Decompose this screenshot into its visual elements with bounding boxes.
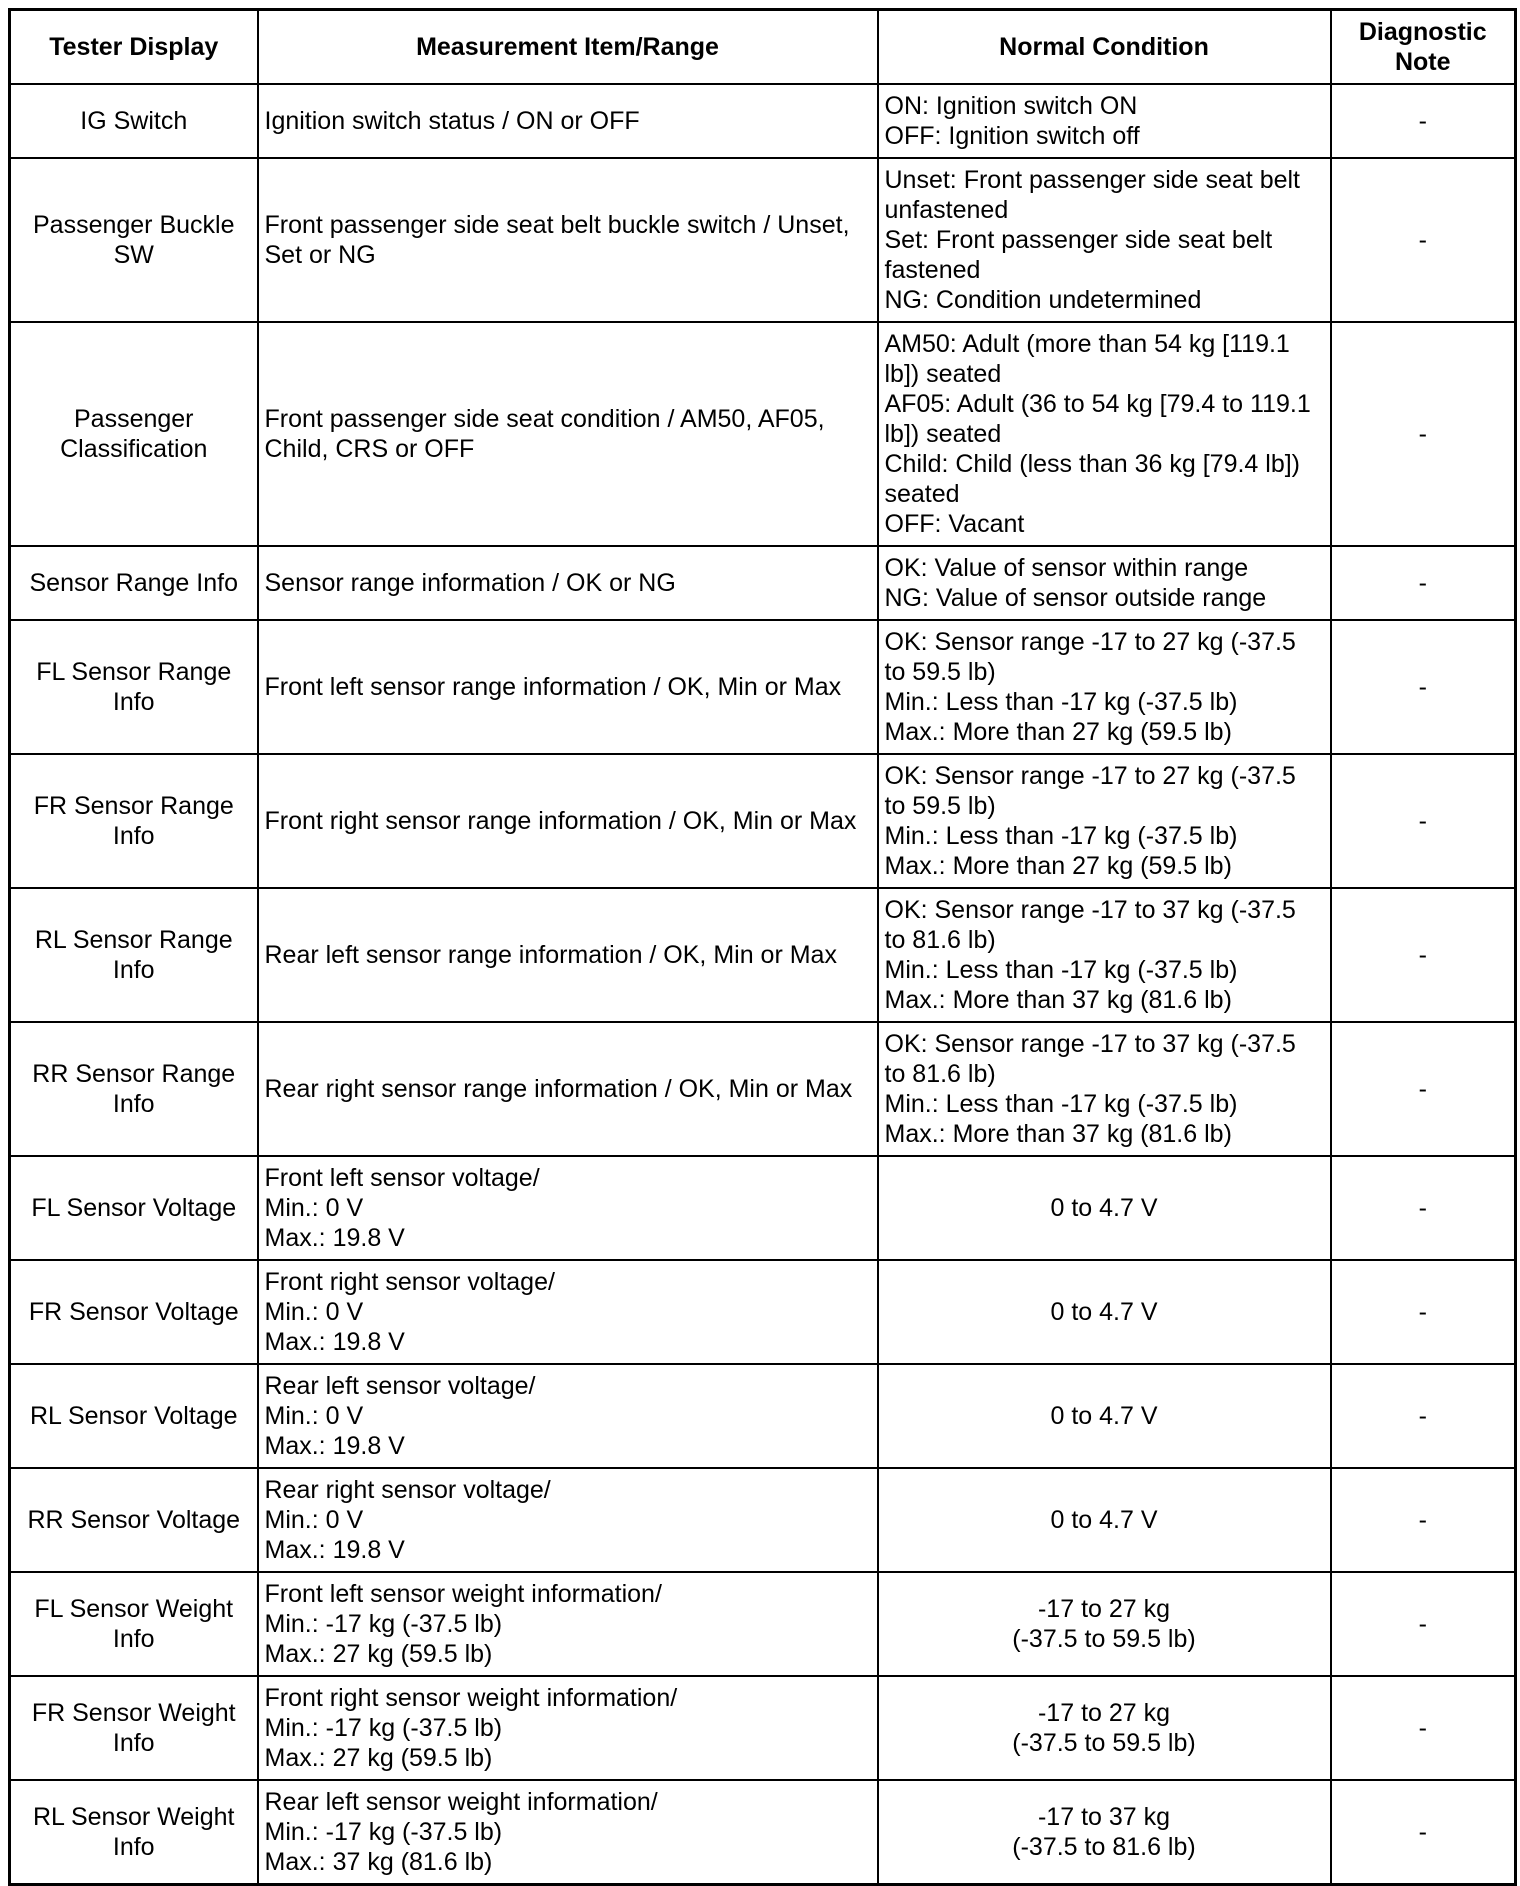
diagnostic-note-cell: - xyxy=(1331,1364,1516,1468)
table-row xyxy=(10,84,1516,158)
measurement-cell: Front left sensor weight information/ Min.: -17 kg (-37.5 lb) Max.: 27 kg (59.5 lb) xyxy=(258,1572,878,1676)
header-normal-condition: Normal Condition xyxy=(878,10,1331,85)
table-row xyxy=(10,1156,1516,1260)
measurement-cell: Front passenger side seat belt buckle switch / Unset, Set or NG xyxy=(258,158,878,322)
table-row xyxy=(10,1364,1516,1468)
table-row xyxy=(10,158,1516,322)
diagnostic-note-cell: - xyxy=(1331,546,1516,620)
table-row xyxy=(10,1022,1516,1156)
table-row xyxy=(10,1780,1516,1885)
normal-condition-cell: 0 to 4.7 V xyxy=(878,1468,1331,1572)
table-row xyxy=(10,754,1516,888)
table-row xyxy=(10,1676,1516,1780)
diagnostic-note-cell: - xyxy=(1331,1156,1516,1260)
normal-condition-cell: OK: Sensor range -17 to 37 kg (-37.5 to 81.6 lb) Min.: Less than -17 kg (-37.5 lb) Max.: More than 37 kg (81.6 lb) xyxy=(878,1022,1331,1156)
measurement-cell: Rear left sensor weight information/ Min.: -17 kg (-37.5 lb) Max.: 37 kg (81.6 lb) xyxy=(258,1780,878,1885)
tester-display-cell: FR Sensor Range Info xyxy=(10,754,258,888)
tester-display-cell: FR Sensor Voltage xyxy=(10,1260,258,1364)
diagnostic-note-cell: - xyxy=(1331,84,1516,158)
tester-display-cell: Passenger Buckle SW xyxy=(10,158,258,322)
normal-condition-cell: 0 to 4.7 V xyxy=(878,1156,1331,1260)
normal-condition-cell: 0 to 4.7 V xyxy=(878,1260,1331,1364)
tester-display-cell: RL Sensor Range Info xyxy=(10,888,258,1022)
tester-display-cell: IG Switch xyxy=(10,84,258,158)
measurement-cell: Ignition switch status / ON or OFF xyxy=(258,84,878,158)
diagnostic-note-cell: - xyxy=(1331,888,1516,1022)
normal-condition-cell: OK: Value of sensor within range NG: Value of sensor outside range xyxy=(878,546,1331,620)
table-row xyxy=(10,322,1516,546)
header-measurement-item: Measurement Item/Range xyxy=(258,10,878,85)
tester-display-cell: Sensor Range Info xyxy=(10,546,258,620)
data-list-table xyxy=(8,8,1517,1886)
header-diagnostic-note: Diagnostic Note xyxy=(1331,10,1516,85)
normal-condition-cell: AM50: Adult (more than 54 kg [119.1 lb]) seated AF05: Adult (36 to 54 kg [79.4 to 119.1 lb]) seated Child: Child (less than 36 kg [79.4 lb]) seated OFF: Vacant xyxy=(878,322,1331,546)
table-row xyxy=(10,888,1516,1022)
measurement-cell: Front right sensor weight information/ Min.: -17 kg (-37.5 lb) Max.: 27 kg (59.5 lb) xyxy=(258,1676,878,1780)
tester-display-cell: RL Sensor Voltage xyxy=(10,1364,258,1468)
tester-display-cell: RR Sensor Range Info xyxy=(10,1022,258,1156)
normal-condition-cell: ON: Ignition switch ON OFF: Ignition switch off xyxy=(878,84,1331,158)
normal-condition-cell: OK: Sensor range -17 to 27 kg (-37.5 to 59.5 lb) Min.: Less than -17 kg (-37.5 lb) Max.: More than 27 kg (59.5 lb) xyxy=(878,620,1331,754)
tester-display-cell: RR Sensor Voltage xyxy=(10,1468,258,1572)
tester-display-cell: FL Sensor Weight Info xyxy=(10,1572,258,1676)
diagnostic-note-cell: - xyxy=(1331,1260,1516,1364)
measurement-cell: Rear right sensor voltage/ Min.: 0 V Max.: 19.8 V xyxy=(258,1468,878,1572)
diagnostic-note-cell: - xyxy=(1331,1780,1516,1885)
table-row xyxy=(10,1572,1516,1676)
measurement-cell: Front left sensor voltage/ Min.: 0 V Max.: 19.8 V xyxy=(258,1156,878,1260)
diagnostic-note-cell: - xyxy=(1331,620,1516,754)
diagnostic-note-cell: - xyxy=(1331,1572,1516,1676)
diagnostic-note-cell: - xyxy=(1331,322,1516,546)
measurement-cell: Front right sensor voltage/ Min.: 0 V Max.: 19.8 V xyxy=(258,1260,878,1364)
normal-condition-cell: OK: Sensor range -17 to 37 kg (-37.5 to 81.6 lb) Min.: Less than -17 kg (-37.5 lb) Max.: More than 37 kg (81.6 lb) xyxy=(878,888,1331,1022)
measurement-cell: Front right sensor range information / OK, Min or Max xyxy=(258,754,878,888)
normal-condition-cell: Unset: Front passenger side seat belt unfastened Set: Front passenger side seat belt fastened NG: Condition undetermined xyxy=(878,158,1331,322)
measurement-cell: Rear left sensor range information / OK, Min or Max xyxy=(258,888,878,1022)
diagnostic-note-cell: - xyxy=(1331,1676,1516,1780)
diagnostic-note-cell: - xyxy=(1331,1022,1516,1156)
measurement-cell: Rear left sensor voltage/ Min.: 0 V Max.: 19.8 V xyxy=(258,1364,878,1468)
diagnostic-note-cell: - xyxy=(1331,1468,1516,1572)
measurement-cell: Sensor range information / OK or NG xyxy=(258,546,878,620)
tester-display-cell: RL Sensor Weight Info xyxy=(10,1780,258,1885)
diagnostic-note-cell: - xyxy=(1331,754,1516,888)
table-row xyxy=(10,1468,1516,1572)
tester-display-cell: Passenger Classification xyxy=(10,322,258,546)
normal-condition-cell: 0 to 4.7 V xyxy=(878,1364,1331,1468)
measurement-cell: Rear right sensor range information / OK, Min or Max xyxy=(258,1022,878,1156)
measurement-cell: Front passenger side seat condition / AM50, AF05, Child, CRS or OFF xyxy=(258,322,878,546)
normal-condition-cell: OK: Sensor range -17 to 27 kg (-37.5 to 59.5 lb) Min.: Less than -17 kg (-37.5 lb) Max.: More than 27 kg (59.5 lb) xyxy=(878,754,1331,888)
measurement-cell: Front left sensor range information / OK, Min or Max xyxy=(258,620,878,754)
table-row xyxy=(10,546,1516,620)
tester-display-cell: FL Sensor Range Info xyxy=(10,620,258,754)
header-row xyxy=(10,10,1516,85)
table-row xyxy=(10,1260,1516,1364)
normal-condition-cell: -17 to 37 kg (-37.5 to 81.6 lb) xyxy=(878,1780,1331,1885)
table-row xyxy=(10,620,1516,754)
header-tester-display: Tester Display xyxy=(10,10,258,85)
normal-condition-cell: -17 to 27 kg (-37.5 to 59.5 lb) xyxy=(878,1572,1331,1676)
tester-display-cell: FR Sensor Weight Info xyxy=(10,1676,258,1780)
diagnostic-note-cell: - xyxy=(1331,158,1516,322)
tester-display-cell: FL Sensor Voltage xyxy=(10,1156,258,1260)
normal-condition-cell: -17 to 27 kg (-37.5 to 59.5 lb) xyxy=(878,1676,1331,1780)
